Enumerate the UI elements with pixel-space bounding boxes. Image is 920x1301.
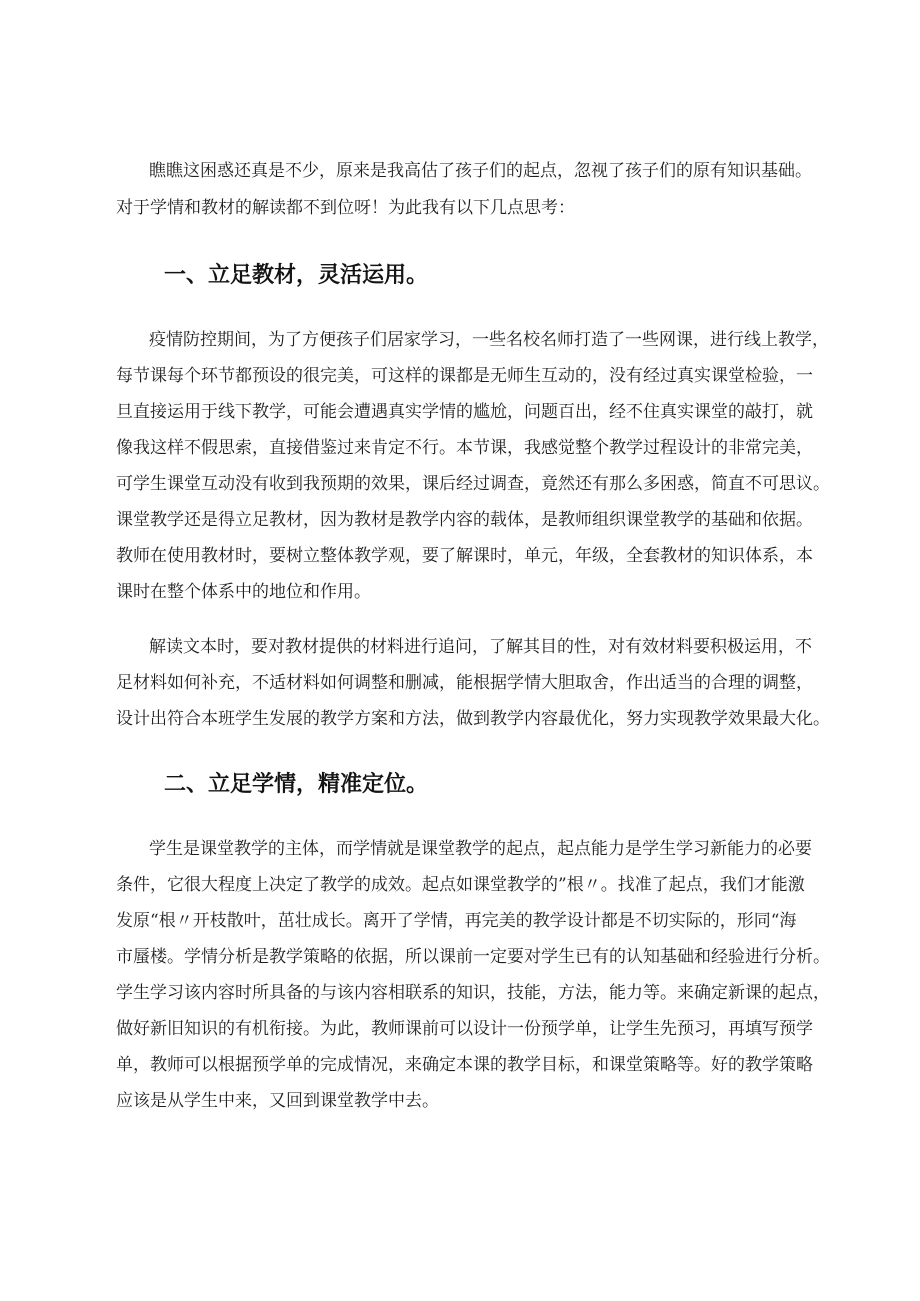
paragraph-line: 条件，它很大程度上决定了教学的成效。起点如课堂教学的”根〃。找准了起点，我们才能激 xyxy=(116,875,805,895)
paragraph-line: 发原“根〃开枝散叶，茁壮成长。离开了学情，再完美的教学设计都是不切实际的，形同“海 xyxy=(116,911,797,931)
paragraph-line: 像我这样不假思索，直接借鉴过来肯定不行。本节课，我感觉整个教学过程设计的非常完美， xyxy=(116,438,813,458)
paragraph-line: 课堂教学还是得立足教材，因为教材是教学内容的载体，是教师组织课堂教学的基础和依据。 xyxy=(116,510,813,530)
paragraph-line: 市蜃楼。学情分析是教学策略的依据，所以课前一定要对学生已有的认知基础和经验进行分析。 xyxy=(116,947,830,967)
intro-line: 对于学情和教材的解读都不到位呀！为此我有以下几点思考： xyxy=(116,198,575,218)
paragraph-line: 可学生课堂互动没有收到我预期的效果，课后经过调查，竟然还有那么多困惑，简直不可思议。 xyxy=(116,474,830,494)
paragraph-line: 解读文本时，要对教材提供的材料进行追问，了解其目的性，对有效材料要积极运用，不 xyxy=(149,637,812,657)
paragraph-line: 课时在整个体系中的地位和作用。 xyxy=(116,582,371,602)
paragraph-line: 单，教师可以根据预学单的完成情况，来确定本课的教学目标，和课堂策略等。好的教学策略 xyxy=(116,1055,813,1075)
paragraph-line: 应该是从学生中来，又回到课堂教学中去。 xyxy=(116,1091,439,1111)
paragraph-line: 旦直接运用于线下教学，可能会遭遇真实学情的尴尬，问题百出，经不住真实课堂的敲打，就 xyxy=(116,402,813,422)
paragraph-line: 做好新旧知识的有机衔接。为此，教师课前可以设计一份预学单，让学生先预习，再填写预学 xyxy=(116,1019,813,1039)
paragraph-line: 足材料如何补充，不适材料如何调整和删减，能根据学情大胆取舍，作出适当的合理的调整， xyxy=(116,673,813,693)
paragraph-line: 学生学习该内容时所具备的与该内容相联系的知识，技能，方法，能力等。来确定新课的起点， xyxy=(116,983,830,1003)
paragraph-line: 学生是课堂教学的主体，而学情就是课堂教学的起点，起点能力是学生学习新能力的必要 xyxy=(149,839,812,859)
section-heading-1: 一、立足教材，灵活运用。 xyxy=(164,263,429,288)
section-heading-2: 二、立足学情，精准定位。 xyxy=(164,772,429,797)
intro-line: 瞧瞧这困惑还真是不少，原来是我高估了孩子们的起点，忽视了孩子们的原有知识基础。 xyxy=(149,161,812,181)
paragraph-line: 疫情防控期间，为了方便孩子们居家学习，一些名校名师打造了一些网课，进行线上教学， xyxy=(149,330,829,350)
paragraph-line: 每节课每个环节都预设的很完美，可这样的课都是无师生互动的，没有经过真实课堂检验，一 xyxy=(116,366,813,386)
paragraph-line: 设计出符合本班学生发展的教学方案和方法，做到教学内容最优化，努力实现教学效果最大化。 xyxy=(116,709,830,729)
paragraph-line: 教师在使用教材时，要树立整体教学观，要了解课时，单元，年级，全套教材的知识体系，本 xyxy=(116,546,813,566)
